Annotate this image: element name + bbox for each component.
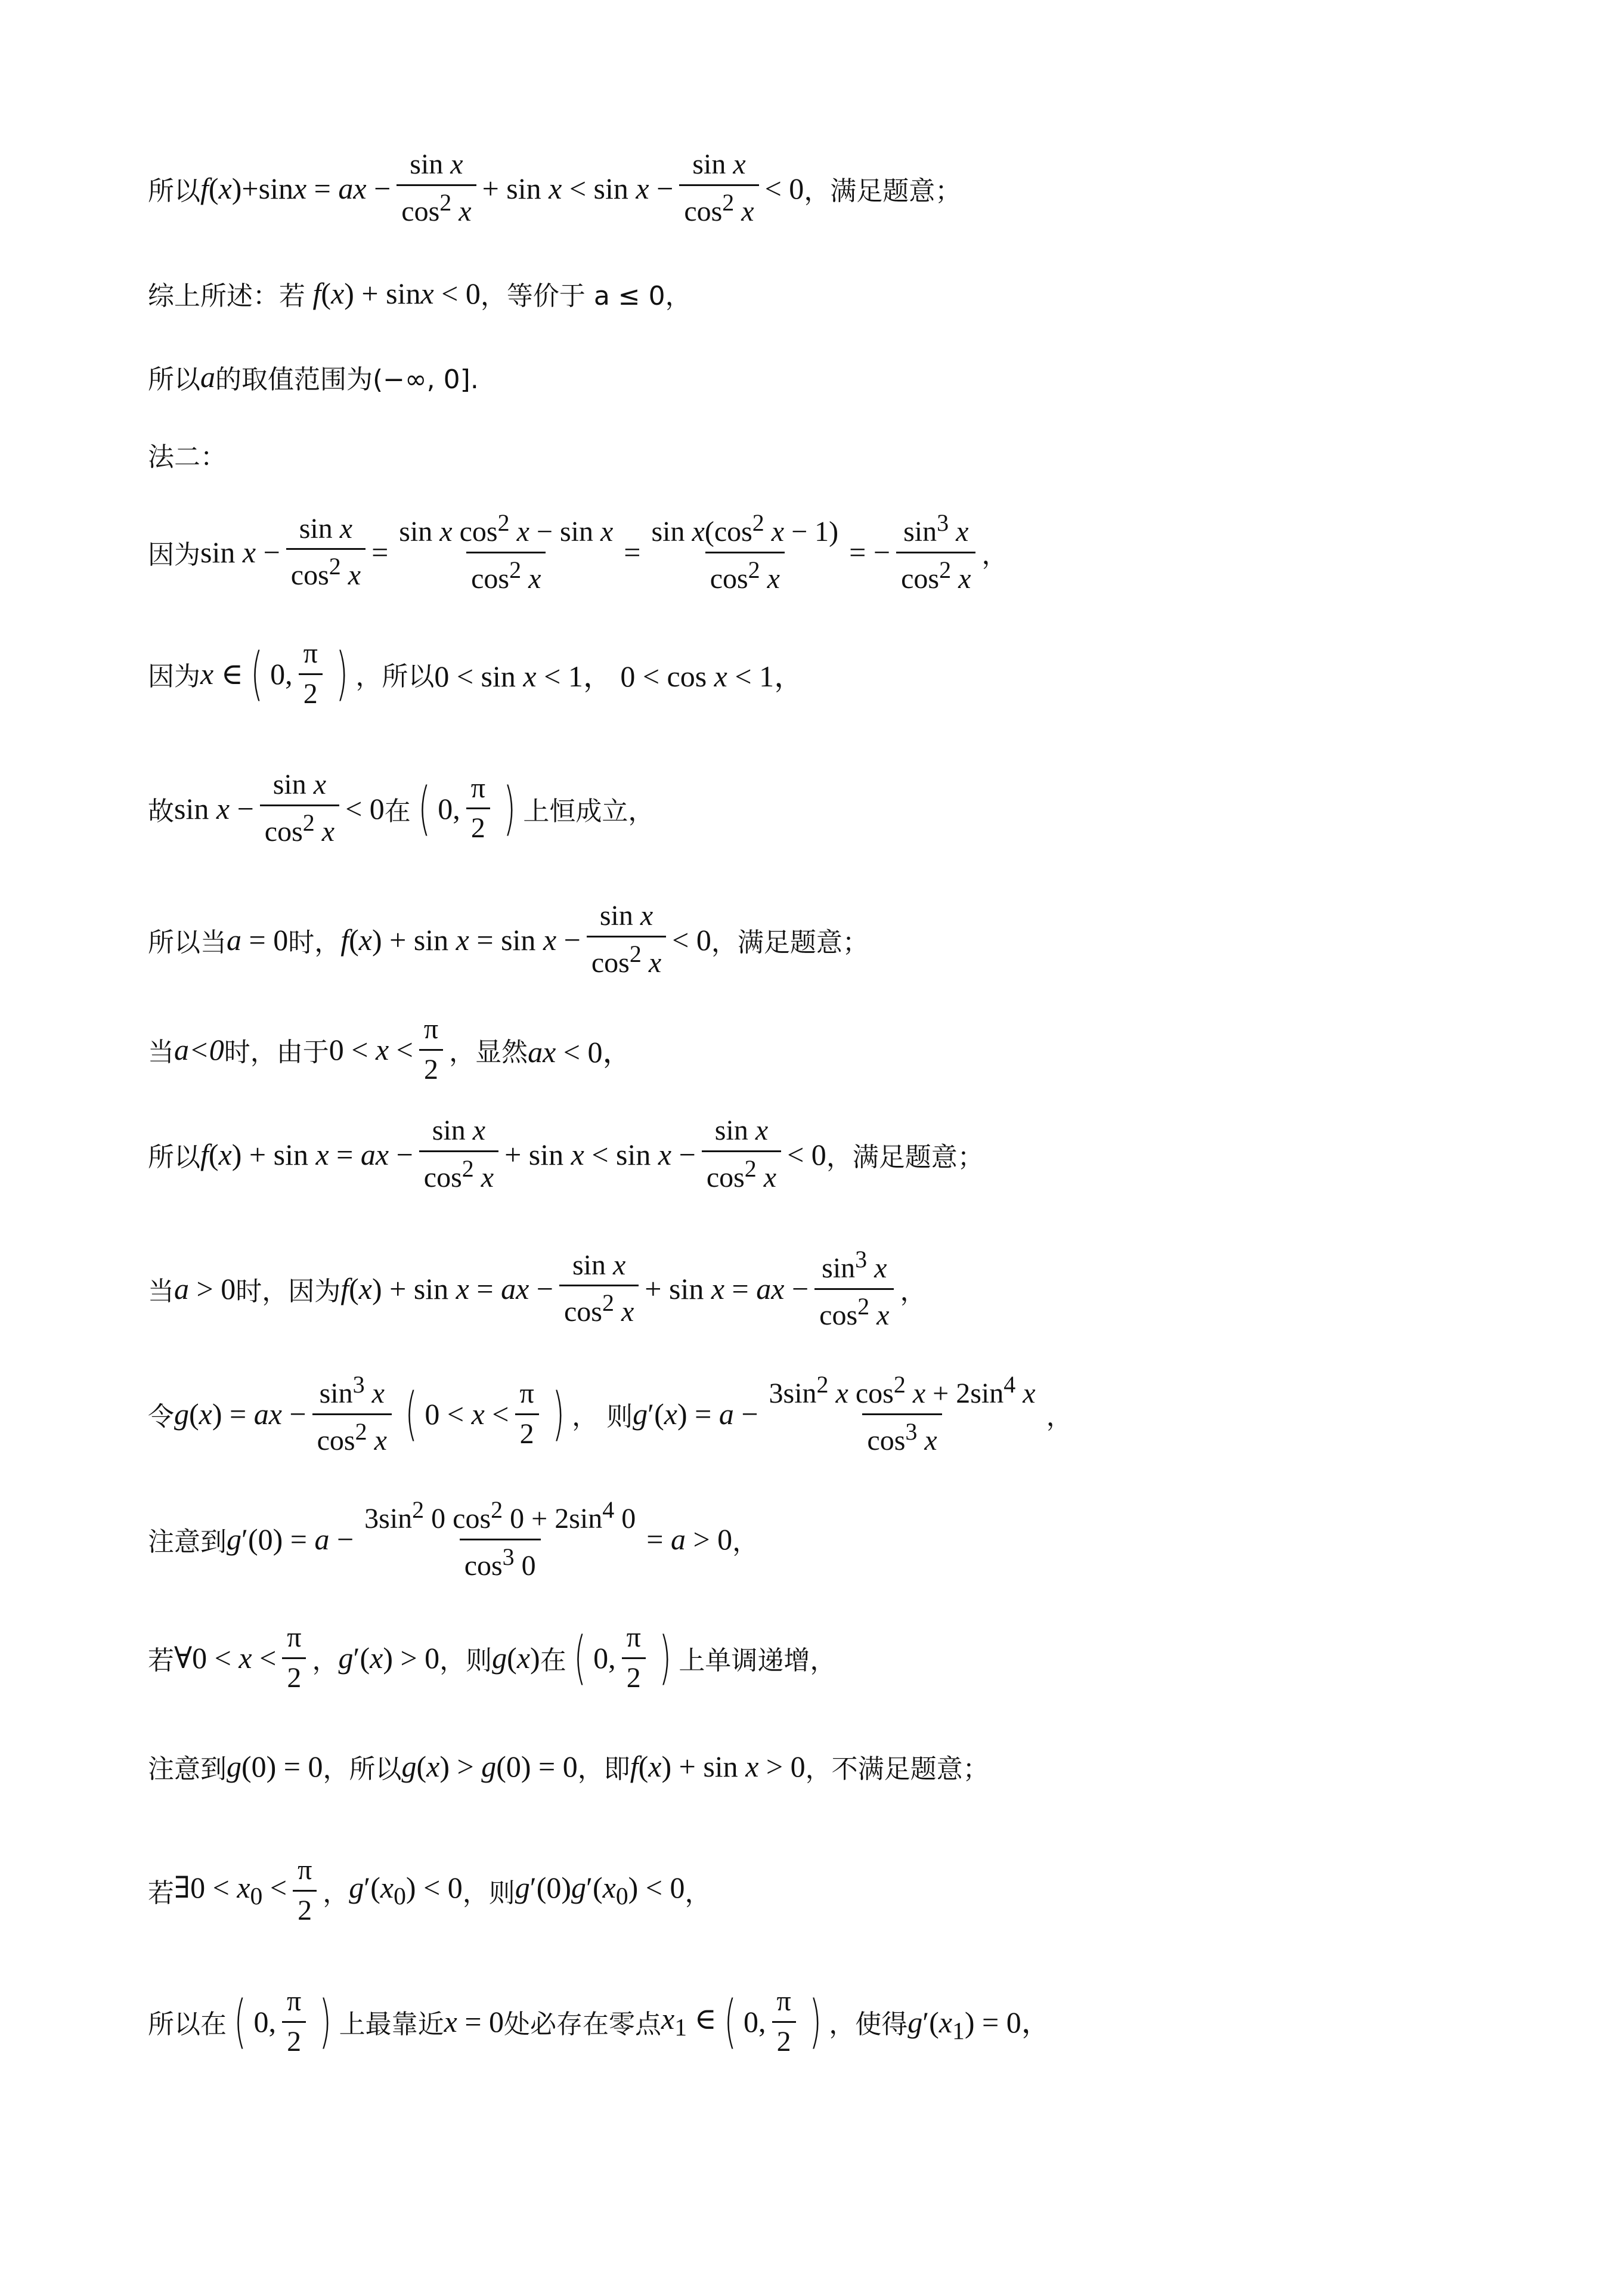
line-text: 在	[384, 796, 411, 827]
math-expr: + sin x = ax −	[645, 1272, 809, 1306]
math-zero: 0,	[270, 657, 293, 691]
line-text: ，	[1046, 1401, 1073, 1432]
line-9	[148, 1014, 633, 1086]
line-text: 因为	[148, 540, 200, 571]
math-expr: ∀0 < x <	[174, 1641, 277, 1675]
line-text: 在	[540, 1645, 566, 1676]
left-paren: (	[574, 1624, 586, 1692]
math-expr: $g'(x_0) < 0$	[349, 1871, 463, 1911]
line-text: ，	[900, 1276, 927, 1307]
math-expr: =	[306, 171, 339, 205]
math-expr: ax < 0，	[528, 1035, 633, 1069]
section-heading: 法二：	[148, 442, 227, 472]
fraction: $\frac{\sin x(\cos^2 x - 1)}{\cos^2 x}$	[651, 509, 839, 595]
math-expr: g(x) = ax −	[174, 1397, 306, 1431]
math-expr: = −	[849, 536, 891, 570]
math-expr: f(x) + sin x > 0	[630, 1750, 806, 1783]
math-expr: a > 0	[174, 1272, 236, 1306]
fraction: $\frac{\text{sin x}}{\cos^2 x}$	[702, 1115, 781, 1194]
math-expr: f(x) + sin x = ax −	[340, 1272, 553, 1306]
line-text: ，等价于 a ≤ 0，	[480, 281, 692, 311]
line-7	[148, 769, 654, 848]
line-text: 令	[148, 1401, 174, 1432]
fraction: $\frac{\pi}{2}$	[622, 1622, 646, 1694]
right-paren: )	[552, 1381, 565, 1448]
math-expr: $x_1$ ∈	[661, 2002, 717, 2042]
fraction: $\frac{\text{sin x}}{\cos^2 x}$	[286, 513, 366, 592]
right-paren: )	[503, 775, 516, 842]
line-text: 因为	[148, 661, 200, 692]
line-text: 所以	[148, 364, 200, 395]
line-2	[148, 274, 692, 312]
fraction: $\frac{\text{sin x}}{\cos^2 x}$	[587, 901, 666, 979]
math-expr: f(x) + sin x = ax −	[200, 1137, 413, 1171]
left-paren: (	[724, 1988, 736, 2056]
fraction: $\frac{\pi}{2}$	[282, 1986, 306, 2058]
math-expr: sin x −	[174, 791, 254, 825]
math-expr: ∃0 < $x_0$ <	[174, 1871, 287, 1911]
fraction: $\frac{\text{sin x}}{\cos^2 x}$	[559, 1250, 639, 1329]
right-paren: )	[336, 640, 348, 708]
math-expr: g(0) = 0	[227, 1750, 323, 1783]
line-text: ，则	[462, 1878, 515, 1909]
line-text: ，使得	[829, 2009, 908, 2040]
line-10	[148, 1115, 984, 1194]
line-text: 上最靠近	[339, 2009, 444, 2040]
math-expr: g′(x) = a −	[633, 1397, 758, 1431]
line-5	[148, 510, 1008, 595]
line-text: 处必存在零点	[504, 2009, 662, 2040]
line-text: ，即	[577, 1754, 630, 1784]
math-expr: < 0	[764, 171, 804, 205]
line-text: 注意到	[148, 1754, 227, 1784]
line-text: ，	[684, 1878, 711, 1909]
fraction: $\frac{\sin^3 x}{\cos^2 x}$	[896, 510, 975, 595]
right-paren: )	[659, 1624, 671, 1692]
fraction: $\frac{\pi}{2}$	[282, 1622, 306, 1694]
math-expr: < 0	[672, 923, 711, 957]
line-text: ，满足题意；	[711, 927, 869, 958]
line-text: ，	[981, 540, 1008, 571]
line-text: 上恒成立，	[523, 796, 655, 827]
math-expr: f(x) + sin x = sin x −	[340, 923, 581, 957]
line-text: 当	[148, 1037, 174, 1068]
math-x: x	[293, 171, 307, 205]
line-text: 注意到	[148, 1527, 227, 1558]
line-text: ，	[312, 1645, 339, 1676]
math-expr: a<0	[174, 1033, 224, 1067]
fraction: $\frac{\text{sin x}}{\cos^2 x}$	[397, 149, 476, 228]
left-paren: (	[405, 1381, 417, 1448]
line-text: 时，由于	[224, 1037, 329, 1068]
line-text: 若	[148, 1878, 174, 1909]
math-paren: (	[208, 171, 219, 205]
math-expr: =	[371, 536, 389, 570]
line-6	[148, 638, 804, 710]
line-text: ，	[732, 1527, 759, 1558]
fraction: $\frac{\pi}{2}$	[515, 1378, 538, 1450]
line-text: ， 则	[572, 1401, 633, 1432]
math-expr: a = 0	[227, 923, 289, 957]
line-text: ，所以	[323, 1754, 402, 1784]
math-expr: g′(x) > 0	[338, 1641, 440, 1675]
math-zero: 0,	[253, 2005, 276, 2039]
line-12	[148, 1372, 1073, 1457]
line-text: 所以当	[148, 927, 227, 958]
line-11	[148, 1246, 926, 1332]
math-expr: g′(0) = a −	[227, 1523, 354, 1557]
line-1	[148, 149, 961, 228]
right-paren: )	[319, 1988, 332, 2056]
right-paren: )	[809, 1988, 822, 2056]
line-text: 当	[148, 1276, 174, 1307]
math-expr: + sin x < sin x −	[504, 1137, 696, 1171]
math-expr: =	[624, 536, 641, 570]
fraction: $\frac{\sin x \cos^2 x - \sin x}{\cos^2 x}$	[399, 509, 614, 595]
math-a: a	[200, 360, 215, 394]
math-expr: $g'(0)g'(x_0) < 0$	[515, 1871, 685, 1911]
line-text: ，所以	[355, 661, 435, 692]
line-16	[148, 1855, 711, 1927]
line-text: ，	[323, 1878, 349, 1909]
line-4	[148, 435, 227, 474]
math-f: f	[200, 171, 209, 205]
math-expr: x ∈	[200, 657, 243, 691]
fraction: $\frac{\pi}{2}$	[466, 773, 490, 845]
math-expr: 0 < x <	[329, 1033, 413, 1067]
line-text: 所以	[148, 175, 200, 206]
line-text: 的取值范围为(−∞, 0].	[215, 364, 479, 395]
left-paren: (	[234, 1988, 247, 2056]
line-text: ，不满足题意；	[805, 1754, 989, 1784]
line-text: 时，因为	[236, 1276, 341, 1307]
math-expr: f(x) + sinx < 0	[312, 277, 481, 310]
math-expr: g(x)	[492, 1641, 540, 1675]
line-text: 所以	[148, 1141, 200, 1172]
line-text: 所以在	[148, 2009, 227, 2040]
line-17	[148, 1986, 1051, 2058]
math-expr: 0 < sin x < 1， 0 < cos x < 1，	[434, 660, 804, 694]
line-text: ，显然	[449, 1037, 528, 1068]
math-expr: g(x) > g(0) = 0	[401, 1750, 578, 1783]
fraction: $\frac{\text{sin x}}{\cos^2 x}$	[260, 769, 339, 848]
fraction: $\frac{\pi}{2}$	[419, 1014, 443, 1086]
line-text: 故	[148, 796, 174, 827]
fraction: $\frac{\pi}{2}$	[293, 1855, 317, 1927]
fraction: $\frac{3\sin^2 0 \cos^2 0 + 2\sin^4 0}{\cos^3 0}$	[364, 1496, 636, 1582]
math-ax: ax	[338, 171, 367, 205]
fraction: $\frac{\text{sin x}}{\cos^2 x}$	[679, 149, 758, 228]
math-expr: < 0	[787, 1137, 826, 1171]
math-expr: = a > 0	[646, 1523, 733, 1557]
math-expr: + sin x < sin x −	[482, 171, 674, 205]
fraction: $\frac{\sin^3 x}{\cos^2 x}$	[312, 1372, 392, 1457]
fraction: $\frac{\pi}{2}$	[772, 1986, 796, 2058]
math-expr: x = 0	[444, 2005, 504, 2039]
fraction: $\frac{\text{sin x}}{\cos^2 x}$	[419, 1115, 498, 1194]
math-zero: 0,	[744, 2005, 766, 2039]
line-3	[148, 358, 479, 396]
line-text: 综上所述：若	[148, 281, 305, 311]
math-minus: −	[366, 171, 391, 205]
line-text: 若	[148, 1645, 174, 1676]
line-text: 时，	[288, 927, 341, 958]
math-expr: sin x −	[200, 536, 280, 570]
left-paren: (	[250, 640, 263, 708]
line-8	[148, 901, 869, 979]
line-text: 上单调递增，	[679, 1645, 837, 1676]
math-zero: 0,	[593, 1641, 616, 1675]
math-x: x	[218, 171, 232, 205]
fraction: $\frac{\pi}{2}$	[299, 638, 323, 710]
math-expr: 0 < x <	[425, 1397, 509, 1431]
line-14	[148, 1622, 836, 1694]
math-zero: 0,	[438, 791, 460, 825]
left-paren: (	[418, 775, 430, 842]
math-expr: $g'(x_1) = 0$，	[907, 2005, 1051, 2045]
line-13	[148, 1497, 758, 1582]
math-expr: < 0	[345, 791, 385, 825]
line-text: ，满足题意；	[826, 1141, 984, 1172]
line-text: ，则	[439, 1645, 493, 1676]
fraction: $\frac{\sin^3 x}{\cos^2 x}$	[814, 1246, 894, 1332]
line-text: ，满足题意；	[804, 175, 962, 206]
line-15	[148, 1747, 989, 1786]
math-expr: )+sin	[231, 171, 293, 205]
fraction: $\frac{3\sin^2 x \cos^2 x + 2\sin^4 x}{\cos^3 x}$	[769, 1371, 1036, 1456]
